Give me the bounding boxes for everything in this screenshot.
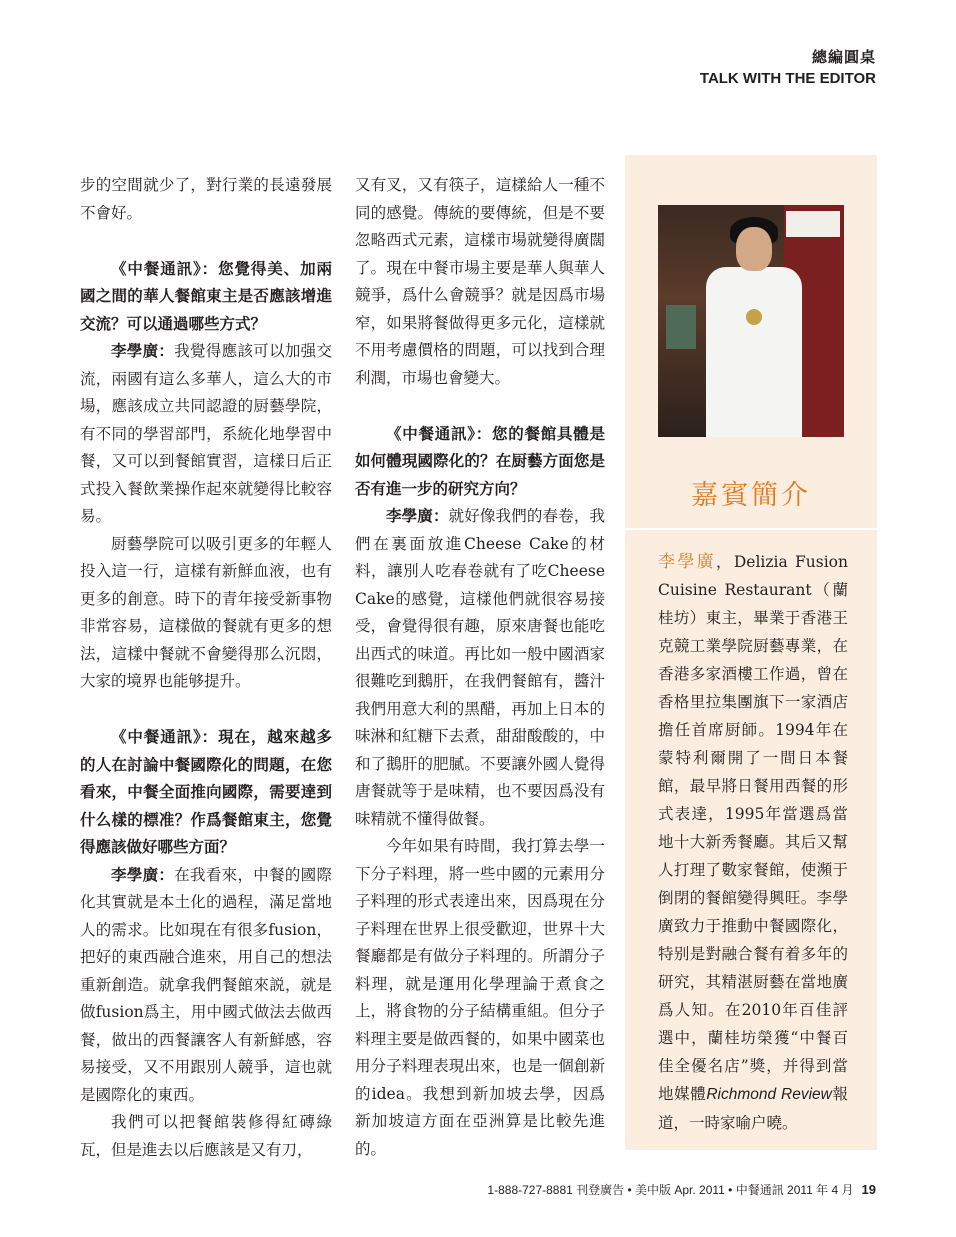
answer-text: 在我看來，中餐的國際化其實就是本土化的過程，滿足當地人的需求。比如現在有很多fusion，把好的東西融合進來，用自己的想法重新創造。就拿我們餐館來説，就是做fusion爲主，用中國式做法去做西餐，做出的西餐讓客人有新鮮感，容易接受，又不用跟別人競爭，這也就是國際化的東西。 bbox=[80, 865, 332, 1104]
speaker-name: 李學廣： bbox=[386, 506, 449, 525]
interview-answer bbox=[355, 502, 605, 833]
section-title-zh: 總編圓桌 bbox=[811, 48, 876, 66]
answer-text: 就好像我們的春卷，我們在裏面放進Cheese Cake的材料，讓別人吃春卷就有了吃Cheese Cake的感覺，這樣他們就很容易接受，會覺得很有趣，原來唐餐也能吃出西式的味道。再比如一般中國酒家很難吃到鵝肝，在我們餐館有，醬汁我們用意大利的黑醋，再加上日本的味淋和紅糖下去煮，甜甜酸酸的，中和了鵝肝的肥膩。不要讓外國人覺得唐餐就等于是味精，也不要因爲没有味精就不懂得做餐。 bbox=[355, 507, 605, 828]
section-header bbox=[700, 46, 876, 87]
bio-text-end: 報道，一時家喻户曉。 bbox=[658, 1085, 848, 1132]
guest-profile-sidebar bbox=[625, 155, 877, 1150]
paragraph: 今年如果有時間，我打算去學一下分子料理，將一些中國的元素用分子料理的形式表達出來，因爲現在分子料理在世界上很受歡迎，世界十大餐廳都是有做分子料理的。所謂分子料理，就是運用化學理論于煮食之上，將食物的分子結構重組。但分子料理主要是做西餐的，如果中國菜也用分子料理表現出來，也是一個創新的idea。我想到新加坡去學，因爲新加坡這方面在亞洲算是比較先進的。 bbox=[355, 837, 605, 1158]
article-column-1 bbox=[80, 172, 332, 1164]
paragraph: 又有叉，又有筷子，這樣給人一種不同的感覺。傳統的要傳統，但是不要忽略西式元素，這樣市場就變得廣闊了。現在中餐市場主要是華人與華人競爭，爲什么會競爭？就是因爲市場窄，如果將餐做得更多元化，這樣就不用考慮價格的問題，可以找到合理利潤，市場也會變大。 bbox=[355, 176, 605, 387]
guest-name: 李學廣 bbox=[658, 552, 717, 572]
article-column-2 bbox=[355, 172, 605, 1163]
answer-text: 我覺得應該可以加强交流，兩國有這么多華人，這么大的市場，應該成立共同認證的厨藝學院，有不同的學習部門，系統化地學習中餐，又可以到餐館實習，這樣日后正式投入餐飲業操作起來就變得比較容易。 bbox=[80, 342, 332, 525]
section-title-en: TALK WITH THE EDITOR bbox=[699, 70, 876, 87]
page-number: 19 bbox=[861, 1182, 876, 1197]
interview-question: 《中餐通訊》：您的餐館具體是如何體現國際化的？在厨藝方面您是否有進一步的研究方向？ bbox=[355, 423, 605, 498]
paragraph: 厨藝學院可以吸引更多的年輕人投入這一行，這樣有新鮮血液，也有更多的創意。時下的青年接受新事物非常容易，這樣做的餐就有更多的想法，這樣中餐就不會變得那么沉悶，大家的境界也能够提升。 bbox=[80, 534, 332, 690]
paragraph: 步的空間就少了，對行業的長遠發展不會好。 bbox=[80, 176, 332, 222]
speaker-name: 李學廣： bbox=[111, 341, 175, 360]
guest-profile-title: 嘉賓簡介 bbox=[691, 480, 811, 511]
media-name: Richmond Review bbox=[706, 1086, 832, 1103]
guest-photo bbox=[658, 205, 844, 437]
page-footer bbox=[487, 1181, 876, 1198]
bio-text: ，Delizia Fusion Cuisine Restaurant（蘭桂坊）東主，畢業于香港王克競工業學院厨藝專業，在香港多家酒樓工作過，曾在香格里拉集團旗下一家酒店擔任首席厨師。1994年在蒙特利爾開了一間日本餐館，最早將日餐用西餐的形式表達，1995年當選爲當地十大新秀餐廳。其后又幫人打理了數家餐館，使瀕于倒閉的餐館變得興旺。李學廣致力于推動中餐國際化，特别是對融合餐有着多年的研究，其精湛厨藝在當地廣爲人知。在2010年百佳評選中，蘭桂坊榮獲“中餐百佳全優名店”獎，并得到當地媒體 bbox=[658, 553, 848, 1103]
interview-question: 《中餐通訊》：您覺得美、加兩國之間的華人餐館東主是否應該增進交流？可以通過哪些方式？ bbox=[80, 258, 332, 333]
guest-bio bbox=[658, 548, 848, 1137]
interview-answer bbox=[80, 337, 332, 531]
footer-text: 1-888-727-8881 刊登廣告 • 美中版 Apr. 2011 • 中餐通訊 2011 年 4 月 bbox=[487, 1183, 854, 1197]
interview-answer bbox=[80, 861, 332, 1110]
interview-question: 《中餐通訊》：現在，越來越多的人在討論中餐國際化的問題，在您看來，中餐全面推向國際，需要達到什么樣的標准？作爲餐館東主，您覺得應該做好哪些方面？ bbox=[80, 727, 332, 856]
divider bbox=[625, 528, 877, 530]
paragraph: 我們可以把餐館裝修得紅磚綠瓦，但是進去以后應該是又有刀， bbox=[80, 1113, 332, 1159]
speaker-name: 李學廣： bbox=[111, 864, 175, 884]
